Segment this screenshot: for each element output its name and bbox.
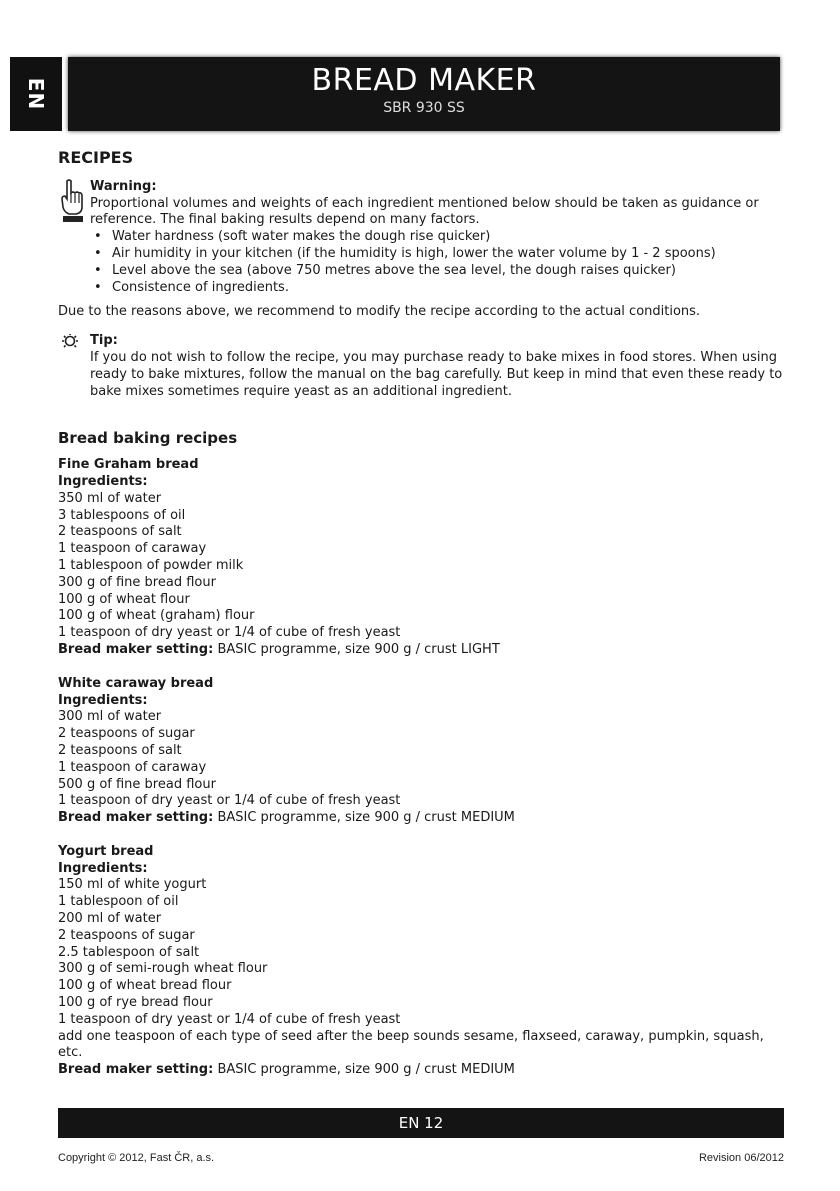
ingredient-line: 1 tablespoon of powder milk — [58, 557, 244, 573]
ingredient-line: 1 teaspoon of caraway — [58, 759, 207, 775]
language-label: EN — [24, 77, 48, 111]
tip-title: Tip: — [90, 333, 118, 349]
ingredient-line: 1 teaspoon of dry yeast or 1/4 of cube of fresh yeast — [58, 793, 401, 809]
ingredient-line: 100 g of wheat (graham) flour — [58, 608, 255, 624]
ingredients-label: Ingredients: — [58, 860, 148, 876]
ingredient-line: add one teaspoon of each type of seed after the beep sounds sesame, flaxseed, caraway, pumpkin, squash, etc. — [58, 1028, 764, 1061]
ingredient-line: 100 g of rye bread flour — [58, 995, 213, 1011]
setting-label: Bread maker setting: — [58, 810, 214, 826]
bread-maker-setting — [58, 1062, 784, 1079]
ingredient-line: 150 ml of white yogurt — [58, 877, 207, 893]
pointing-hand-warning-icon — [58, 179, 86, 223]
ingredient-line: 1 tablespoon of oil — [58, 894, 179, 910]
ingredient-line: 100 g of wheat bread flour — [58, 978, 232, 994]
ingredient-line: 2.5 tablespoon of salt — [58, 944, 200, 960]
list-item: • Water hardness (soft water makes the dough rise quicker) — [112, 229, 784, 246]
warning-text: Proportional volumes and weights of each ingredient mentioned below should be taken as guidance or reference. The final baking results depend on many factors. — [90, 195, 759, 228]
bread-maker-setting — [58, 810, 784, 827]
setting-label: Bread maker setting: — [58, 641, 214, 657]
header-banner — [68, 57, 780, 131]
ingredient-line: 1 teaspoon of dry yeast or 1/4 of cube of fresh yeast — [58, 625, 401, 641]
tip-text: If you do not wish to follow the recipe, you may purchase ready to bake mixes in food stores. When using ready to bake mixtures, follow the manual on the bag carefully. But keep in mind that even these ready to bake mixes sometimes require yeast as an additional ingredient. — [90, 349, 783, 399]
copyright: Copyright © 2012, Fast ČR, a.s. — [58, 1152, 215, 1164]
ingredients-label: Ingredients: — [58, 692, 148, 708]
subsection-title: Bread baking recipes — [58, 429, 238, 448]
ingredient-line: 200 ml of water — [58, 911, 162, 927]
ingredient-line: 2 teaspoons of sugar — [58, 927, 195, 943]
page-number-bar — [58, 1108, 784, 1138]
model-number: SBR 930 SS — [383, 100, 465, 116]
ingredient-line: 1 teaspoon of dry yeast or 1/4 of cube of fresh yeast — [58, 1011, 401, 1027]
section-title: RECIPES — [58, 148, 134, 167]
revision: Revision 06/2012 — [698, 1152, 784, 1164]
setting-value: BASIC programme, size 900 g / crust LIGHT — [217, 641, 500, 657]
list-item: • Consistence of ingredients. — [112, 280, 784, 297]
factor-list — [90, 229, 784, 296]
ingredient-line: 300 g of semi-rough wheat flour — [58, 961, 268, 977]
list-item: • Air humidity in your kitchen (if the humidity is high, lower the water volume by 1 - 2 spoons) — [112, 246, 784, 263]
recipe-yogurt — [58, 844, 784, 1079]
ingredient-line: 500 g of fine bread flour — [58, 776, 216, 792]
ingredient-line: 3 tablespoons of oil — [58, 507, 186, 523]
ingredient-line: 2 teaspoons of salt — [58, 524, 182, 540]
main-content — [58, 150, 784, 1096]
bread-maker-setting — [58, 642, 784, 659]
light-bulb-tip-icon — [58, 333, 86, 353]
ingredient-line: 300 g of fine bread flour — [58, 574, 216, 590]
setting-value: BASIC programme, size 900 g / crust MEDIUM — [217, 810, 515, 826]
page-number: EN 12 — [398, 1114, 444, 1132]
tip-note — [58, 333, 784, 400]
ingredient-line: 350 ml of water — [58, 490, 162, 506]
recipe-name: White caraway bread — [58, 675, 214, 691]
warning-note — [58, 179, 784, 297]
warning-title: Warning: — [90, 178, 157, 194]
language-tab — [10, 57, 62, 131]
recipe-name: Yogurt bread — [58, 843, 154, 859]
ingredient-line: 2 teaspoons of salt — [58, 742, 182, 758]
ingredient-line: 100 g of wheat flour — [58, 591, 190, 607]
list-item: • Level above the sea (above 750 metres above the sea level, the dough raises quicker) — [112, 263, 784, 280]
setting-value: BASIC programme, size 900 g / crust MEDIUM — [217, 1062, 515, 1078]
ingredients-label: Ingredients: — [58, 473, 148, 489]
page-title: BREAD MAKER — [311, 63, 537, 98]
recipe-white-caraway — [58, 676, 784, 827]
recommendation-text: Due to the reasons above, we recommend to modify the recipe according to the actual conditions. — [58, 304, 701, 320]
recipe-name: Fine Graham bread — [58, 457, 199, 473]
ingredient-line: 300 ml of water — [58, 709, 162, 725]
ingredient-line: 1 teaspoon of caraway — [58, 541, 207, 557]
setting-label: Bread maker setting: — [58, 1062, 214, 1078]
recipe-fine-graham — [58, 457, 784, 659]
ingredient-line: 2 teaspoons of sugar — [58, 726, 195, 742]
